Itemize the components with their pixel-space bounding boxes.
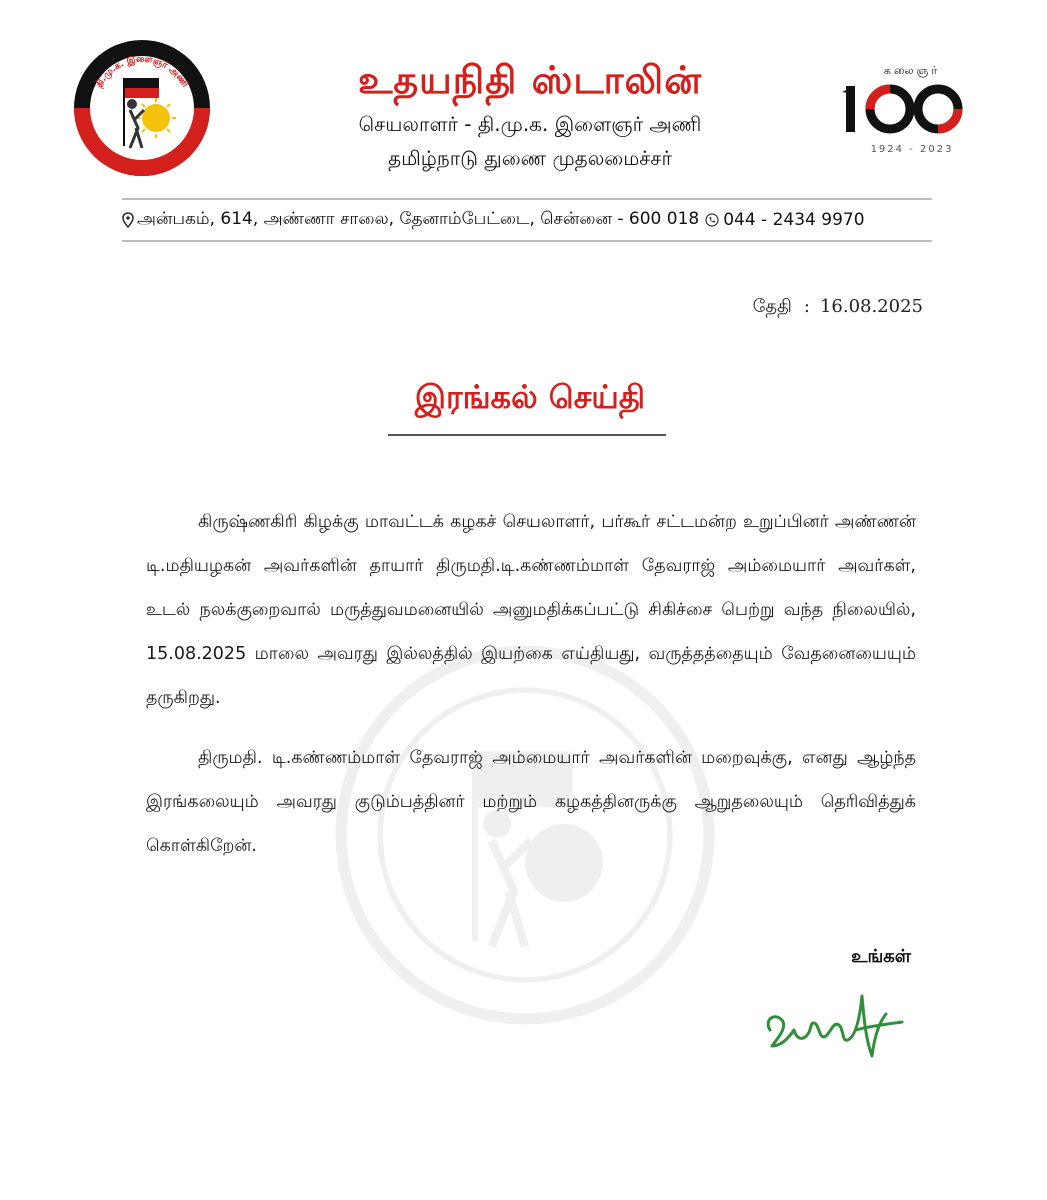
condolence-heading: இரங்கல் செய்தி bbox=[414, 378, 646, 416]
heading-underline bbox=[388, 434, 666, 436]
logo-arc-text: தி.மு.க. இளைஞர் அணி bbox=[94, 54, 190, 90]
date-value: 16.08.2025 bbox=[819, 296, 923, 317]
letter-body bbox=[146, 500, 916, 868]
phone-icon bbox=[705, 213, 719, 227]
body-paragraph-2: திருமதி. டி.கண்ணம்மாள் தேவராஜ் அம்மையார் அவர்களின் மறைவுக்கு, எனது ஆழ்ந்த இரங்கலையும் அவரது குடும்பத்தினர் மற்றும் கழகத்தினருக்கு ஆறுதலையும் தெரிவித்துக் கொள்கிறேன். bbox=[146, 748, 916, 856]
date-separator: : bbox=[803, 296, 810, 317]
party-emblem-logo bbox=[72, 38, 212, 178]
date-line bbox=[753, 296, 923, 319]
address-text: அன்பகம், 614, அண்ணா சாலை, தேனாம்பேட்டை, சென்னை - 600 018 bbox=[137, 209, 700, 229]
signature bbox=[760, 990, 910, 1070]
contact-line bbox=[122, 206, 932, 234]
signoff: உங்கள் bbox=[851, 946, 911, 967]
letterhead-post: தமிழ்நாடு துணை முதலமைச்சர் bbox=[388, 146, 672, 170]
letterhead-name: உதயநிதி ஸ்டாலின் bbox=[357, 58, 703, 102]
centenary-label: கலைஞர் bbox=[883, 64, 941, 77]
header-divider-bottom bbox=[122, 240, 932, 242]
header-divider-top bbox=[122, 198, 932, 200]
date-label: தேதி bbox=[752, 296, 792, 317]
centenary-years: 1924 - 2023 bbox=[870, 144, 954, 155]
phone-number: 044 - 2434 9970 bbox=[723, 210, 865, 230]
kalaignar-100-logo bbox=[842, 60, 968, 156]
letterhead bbox=[0, 0, 1047, 250]
body-paragraph-1: கிருஷ்ணகிரி கிழக்கு மாவட்டக் கழகச் செயலாளர், பர்கூர் சட்டமன்ற உறுப்பினர் அண்ணன் டி.மதியழகன் அவர்களின் தாயார் திருமதி.டி.கண்ணம்மாள் தேவராஜ் அம்மையார் அவர்கள், உடல் நலக்குறைவால் மருத்துவமனையில் அனுமதிக்கப்பட்டு சிகிச்சை பெற்று வந்த நிலையில், 15.08.2025 மாலை அவரது இல்லத்தில் இயற்கை எய்தியது, வருத்தத்தையும் வேதனையையும் தருகிறது. bbox=[146, 512, 916, 708]
location-pin-icon bbox=[122, 212, 134, 228]
letterhead-role: செயலாளர் - தி.மு.க. இளைஞர் அணி bbox=[358, 112, 702, 136]
